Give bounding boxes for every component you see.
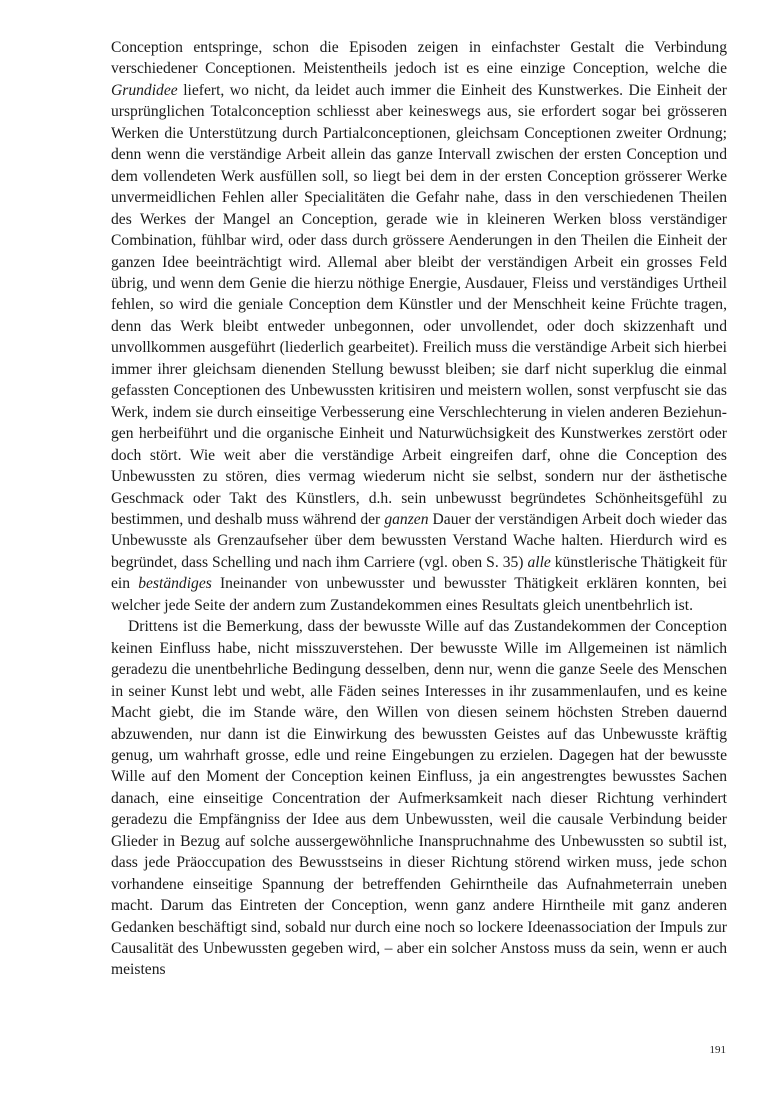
- emphasized-text: ganzen: [384, 510, 429, 528]
- text-run: Conception entspringe, schon die Episoden zeigen in einfachster Gestalt die Verbindung verschiedener Conceptionen. Meistentheils jedoch ist es eine einzige Conception, welche die: [111, 39, 727, 78]
- text-body: [111, 37, 727, 981]
- emphasized-text: beständiges: [138, 575, 212, 593]
- body-paragraph: [111, 37, 727, 616]
- text-run: Dauer der verständigen Arbeit doch wieder das Unbewusste als Grenzaufseher über dem bewussten Verstand Wache halten. Hierdurch wird es begründet, dass Schelling und nach ihm Carriere (vgl. oben S. 35): [111, 510, 728, 571]
- emphasized-text: Grundidee: [111, 81, 178, 99]
- page-number: 191: [709, 1044, 726, 1056]
- body-paragraph: [111, 616, 727, 981]
- text-run: Drittens ist die Bemerkung, dass der bewusste Wille auf das Zustandekommen der Conception keinen Einfluss habe, nicht misszuverstehen. Der bewusste Wille im Allgemeinen ist nämlich geradezu die unentbehrliche Bedingung desselben, denn nur, wenn die ganze Seele des Menschen in seiner Kunst lebt und webt, alle Fäden seines Interesses in ihr zusammenlaufen, und es keine Macht giebt, die im Stande wäre, den Willen von diesen seinem höchsten Streben dauernd abzuwenden, nur dann ist die Einwirkung des bewussten Geistes auf das Unbewusste kräftig genug, um wahrhaft grosse, edle und reine Eingebungen zu erzielen. Dagegen hat der bewusste Wille auf den Moment der Conception keinen Einfluss, ja ein angestrengtes bewusstes Sachen danach, eine einseitige Concentration der Aufmerksamkeit nach dieser Richtung verhindert geradezu die Empfängniss der Idee aus dem Unbewussten, weil die causale Verbindung beider Glieder in Bezug auf solche aussergewöhnliche Inanspruchnahme des Unbewussten so subtil ist, dass jede Präoccupation des Bewusstseins in dieser Richtung störend wirken muss, jede schon vorhandene einseitige Spannung der betreffenden Gehirntheile das Aufnahmeterrain uneben macht. Darum das Eintreten der Conception, wenn ganz andere Hirntheile mit ganz anderen Gedanken beschäftigt sind, sobald nur durch eine noch so lockere Ideenassociation der Impuls zur Causalität des Unbewussten gegeben wird, – aber ein solcher Anstoss muss da sein, wenn er auch meistens: [111, 618, 727, 979]
- text-run: künstlerische Thätigkeit für ein: [111, 553, 727, 593]
- emphasized-text: alle: [527, 553, 551, 571]
- text-run: Ineinander von unbewusster und bewusster Thätigkeit erklären konnten, bei welcher jede Seite der andern zum Zustandekommen eines Resultats gleich unentbehrlich ist.: [111, 575, 727, 614]
- text-run: liefert, wo nicht, da leidet auch immer die Einheit des Kunstwerkes. Die Einheit der ursprünglichen Totalconception schliesst aber keineswegs aus, sie erfordert sogar bei grösseren Werken die Unterstützung durch Partialconceptionen, gleichsam Conceptionen zweiter Ordnung; denn wenn die verständige Arbeit allein das ganze Intervall zwischen der ersten Conception und dem vollendeten Werk ausfüllen soll, so liegt bei dem in der ersten Conception grösserer Werke unvermeidlichen Fehlen aller Specialitäten die Gefahr nahe, dass in den verschiedenen Theilen des Werkes der Mangel an Conception, gerade wie in kleineren Werken bloss verständiger Combination, fühlbar wird, oder dass durch grössere Aenderungen in den Theilen die Einheit der ganzen Idee beeinträchtigt wird. Allemal aber bleibt der verständigen Arbeit ein grosses Feld übrig, und wenn dem Genie die hierzu nöthige Energie, Ausdauer, Fleiss und verständiges Urtheil fehlen, so wird die geniale Conception dem Künstler und der Menschheit keine Früchte tragen, denn das Werk bleibt entweder unbegonnen, oder unvollendet, oder doch skizzenhaft und unvollkommen ausgeführt (liederlich gearbeitet). Freilich muss die verständige Arbeit sich hierbei immer ihrer gleichsam dienenden Stellung bewusst bleiben; sie darf nicht superklug die einmal gefassten Conceptionen des Unbewussten kritisiren und meistern wollen, sonst verpfuscht sie das Werk, indem sie durch einseitige Verbesserung eine Verschlechterung in vielen anderen Beziehungen herbeiführt und die organische Einheit und Naturwüchsigkeit des Kunstwerkes zerstört oder doch stört. Wie weit aber die verständige Arbeit eingreifen darf, ohne die Conception des Unbewussten zu stören, dies vermag wiederum nicht sie selbst, sondern nur der ästhetische Geschmack oder Takt des Künstlers, d.h. sein unbewusst begründetes Schönheitsgefühl zu bestimmen, und deshalb muss während der: [111, 81, 727, 528]
- page-body: [111, 37, 727, 981]
